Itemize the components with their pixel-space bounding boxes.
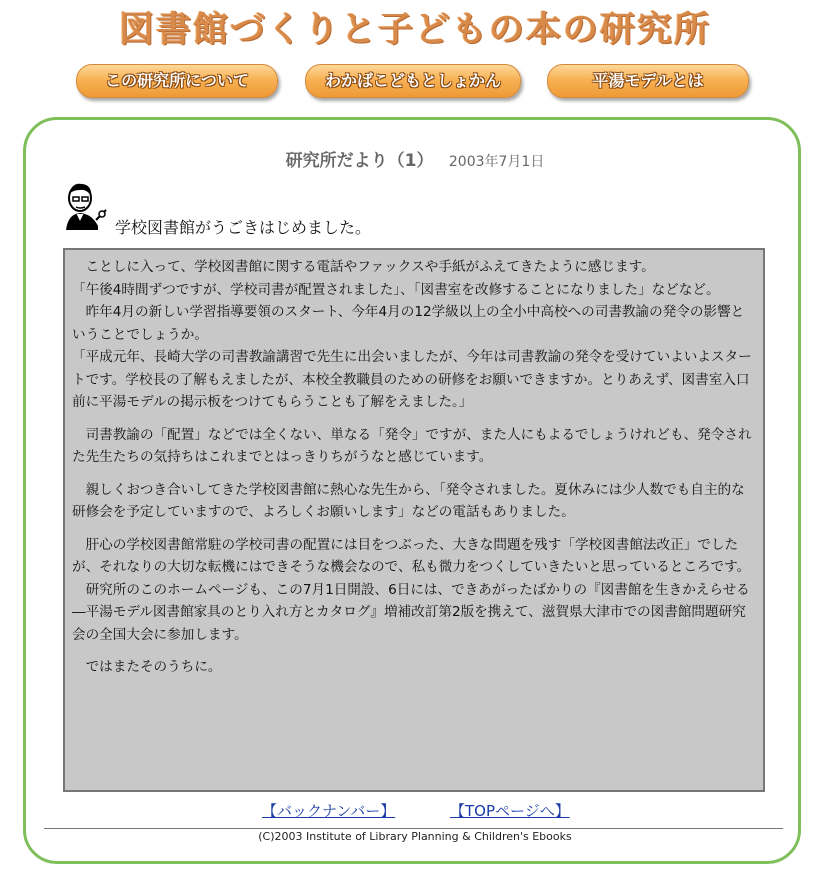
nav-wakaba-library-button[interactable]: わかばこどもとしょかん <box>305 64 521 98</box>
letter-paragraph: 司書教諭の「配置」などでは全くない、単なる「発令」ですが、また人にもよるでしょうけれども、発令された先生たちの気持ちはこれまでとはっきりちがうなと感じています。 <box>72 426 752 465</box>
article-date: 2003年7月1日 <box>448 154 545 170</box>
letter-paragraph: 肝心の学校図書館常駐の学校司書の配置には目をつぶった、大きな問題を残す「学校図書館法改正」でしたが、それなりの大切な転機にはできそうな機会なので、私も微力をつくしていきたいと思っているところです。 研究所のこのホームページも、この7月1日開設、6日には、できあがったばかりの『図書館を生きかえらせる―平湯モデル図書館家具のとり入れ方とカタログ』増補改訂第2版を携えて、滋賀県大津市での図書館問題研究会の全国大会に参加します。 <box>72 536 751 643</box>
letter-paragraph: 親しくおつき合いしてきた学校図書館に熱心な先生から、「発令されました。夏休みには少人数でも自主的な研修会を予定していますので、よろしくお願いします」などの電話もありました。 <box>72 481 745 520</box>
article-intro: 学校図書館がうごきはじめました。 <box>115 218 372 237</box>
article-heading <box>0 146 830 171</box>
letter-paragraph: ではまたそのうちに。 <box>72 659 222 675</box>
site-title: 図書館づくりと子どもの本の研究所 <box>118 10 711 50</box>
author-portrait-icon <box>58 180 110 232</box>
back-numbers-link[interactable]: 【バックナンバー】 <box>262 802 396 820</box>
top-page-link[interactable]: 【TOPページへ】 <box>450 802 570 820</box>
nav-about-button[interactable]: この研究所について <box>76 64 278 98</box>
letter-body <box>63 248 765 792</box>
letter-paragraph: ことしに入って、学校図書館に関する電話やファックスや手紙がふえてきたように感じます。 「午後4時間ずつですが、学校司書が配置されました」、「図書室を改修することになりました」などなど。 昨年4月の新しい学習指導要領のスタート、今年4月の12学級以上の全小中高校への司書教諭の発令の影響ということでしょうか。 「平成元年、長崎大学の司書教諭講習で先生に出会いましたが、今年は司書教諭の発令を受けていよいよスタートです。学校長の了解もえましたが、本校全教職員のための研修をお願いできますか。とりあえず、図書室入口前に平湯モデルの掲示板をつけてもらうことも了解をえました。」 <box>72 259 752 410</box>
footer-links <box>0 800 830 822</box>
article-title: 研究所だより（1） <box>285 151 434 171</box>
copyright-text: (C)2003 Institute of Library Planning & Children's Ebooks <box>258 830 572 843</box>
nav-hirayu-model-button[interactable]: 平湯モデルとは <box>547 64 749 98</box>
main-nav <box>0 64 830 100</box>
footer-divider <box>44 828 783 829</box>
